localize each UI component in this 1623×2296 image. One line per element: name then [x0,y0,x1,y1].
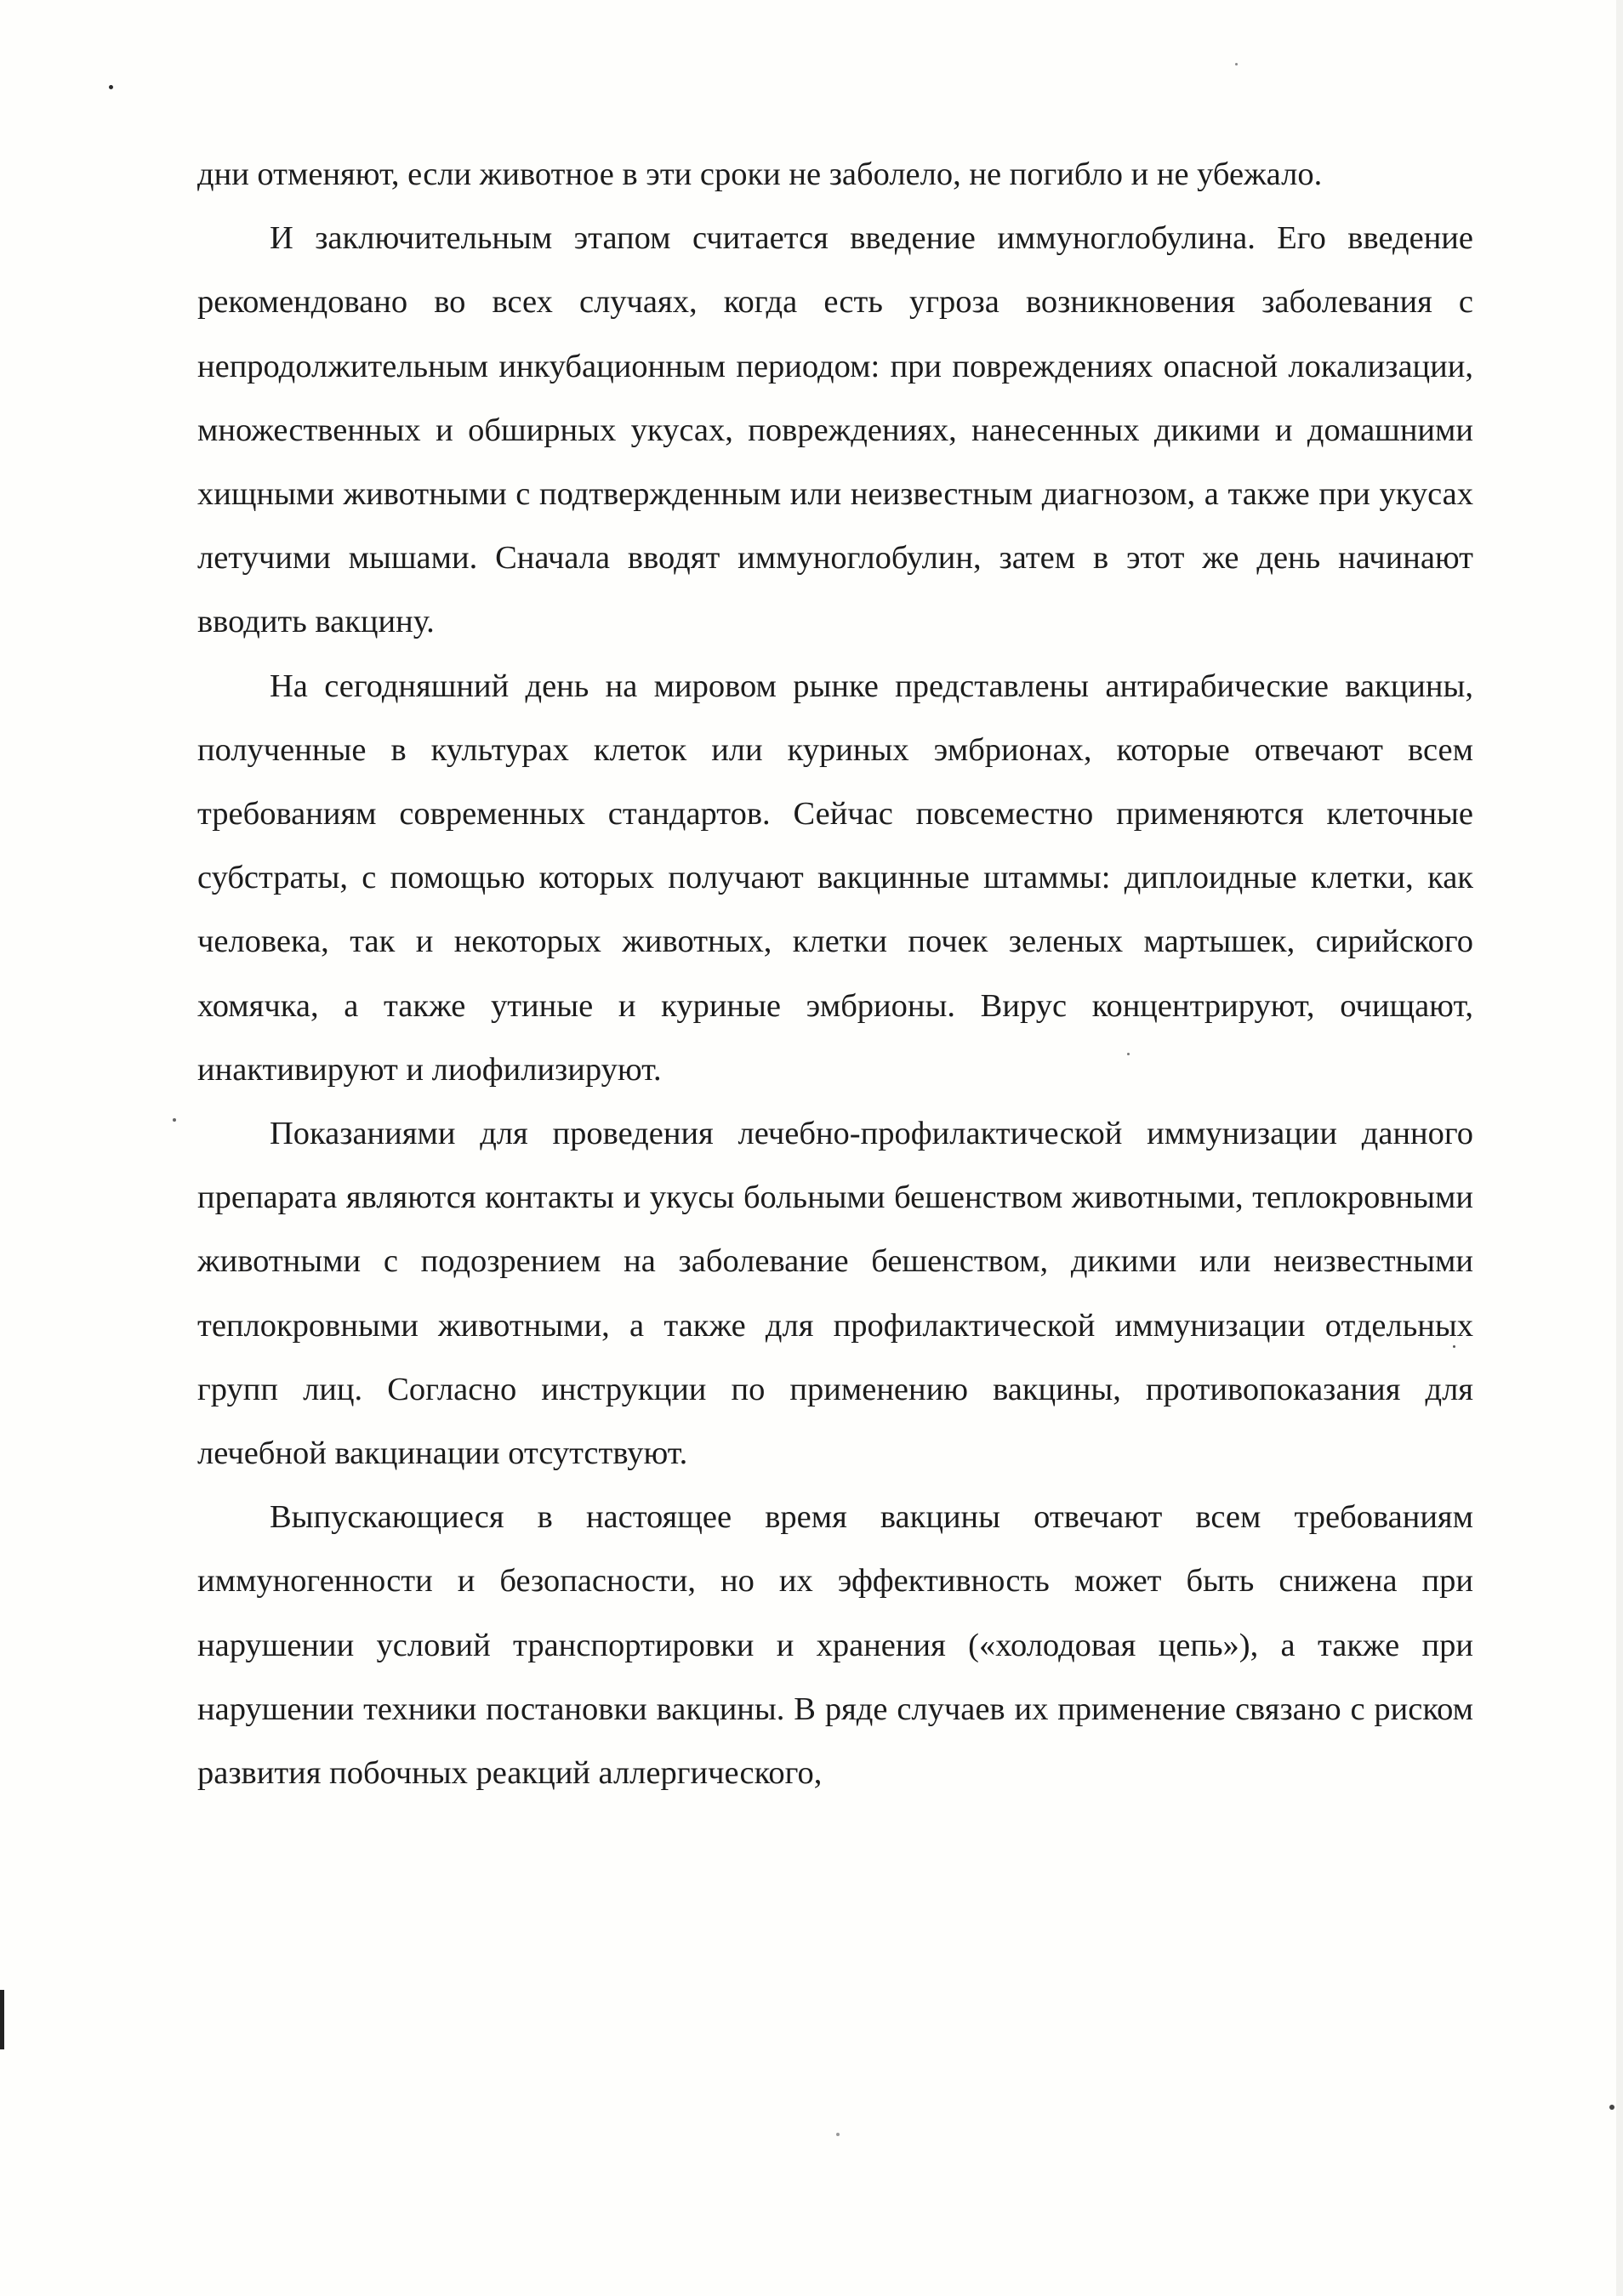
scan-edge-mark [0,1990,4,2049]
scan-speck [1453,1345,1455,1348]
scan-speck [836,2133,840,2136]
scan-edge-mark [1616,0,1623,2296]
document-body [197,143,1473,1805]
scan-speck [173,1118,176,1122]
paragraph-3: На сегодняшний день на мировом рынке представлены антирабические вакцины, полученные в культурах клеток или куриных эмбрионах, которые отвечают всем требованиям современных стандартов. Сейчас повсеместно применяются клеточные субстраты, с помощью которых получают вакцинные штаммы: диплоидные клетки, как человека, так и некоторых животных, клетки почек зеленых мартышек, сирийского хомячка, а также утиные и куриные эмбрионы. Вирус концентрируют, очищают, инактивируют и лиофилизируют. [197,668,1473,1088]
scan-speck [109,85,113,89]
scan-speck [1127,1053,1130,1055]
paragraph-1: дни отменяют, если животное в эти сроки не заболело, не погибло и не убежало. [197,156,1323,192]
paragraph-2: И заключительным этапом считается введение иммуноглобулина. Его введение рекомендовано во всех случаях, когда есть угроза возникновения заболевания с непродолжительным инкубационным периодом: при повреждениях опасной локализации, множественных и обширных укусах, повреждениях, нанесенных дикими и домашними хищными животными с подтвержденным или неизвестным диагнозом, а также при укусах летучими мышами. Сначала вводят иммуноглобулин, затем в этот же день начинают вводить вакцину. [197,220,1473,640]
paragraph-5: Выпускающиеся в настоящее время вакцины отвечают всем требованиям иммуногенности и безопасности, но их эффективность может быть снижена при нарушении условий транспортировки и хранения («холодовая цепь»), а также при нарушении техники постановки вакцины. В ряде случаев их применение связано с риском развития побочных реакций аллергического, [197,1499,1473,1792]
scan-speck [1609,2105,1614,2110]
scan-speck [1235,63,1238,65]
paragraph-4: Показаниями для проведения лечебно-профилактической иммунизации данного препарата являются контакты и укусы больными бешенством животными, теплокровными животными с подозрением на заболевание бешенством, дикими или неизвестными теплокровными животными, а также для профилактической иммунизации отдельных групп лиц. Согласно инструкции по применению вакцины, противопоказания для лечебной вакцинации отсутствуют. [197,1116,1473,1472]
